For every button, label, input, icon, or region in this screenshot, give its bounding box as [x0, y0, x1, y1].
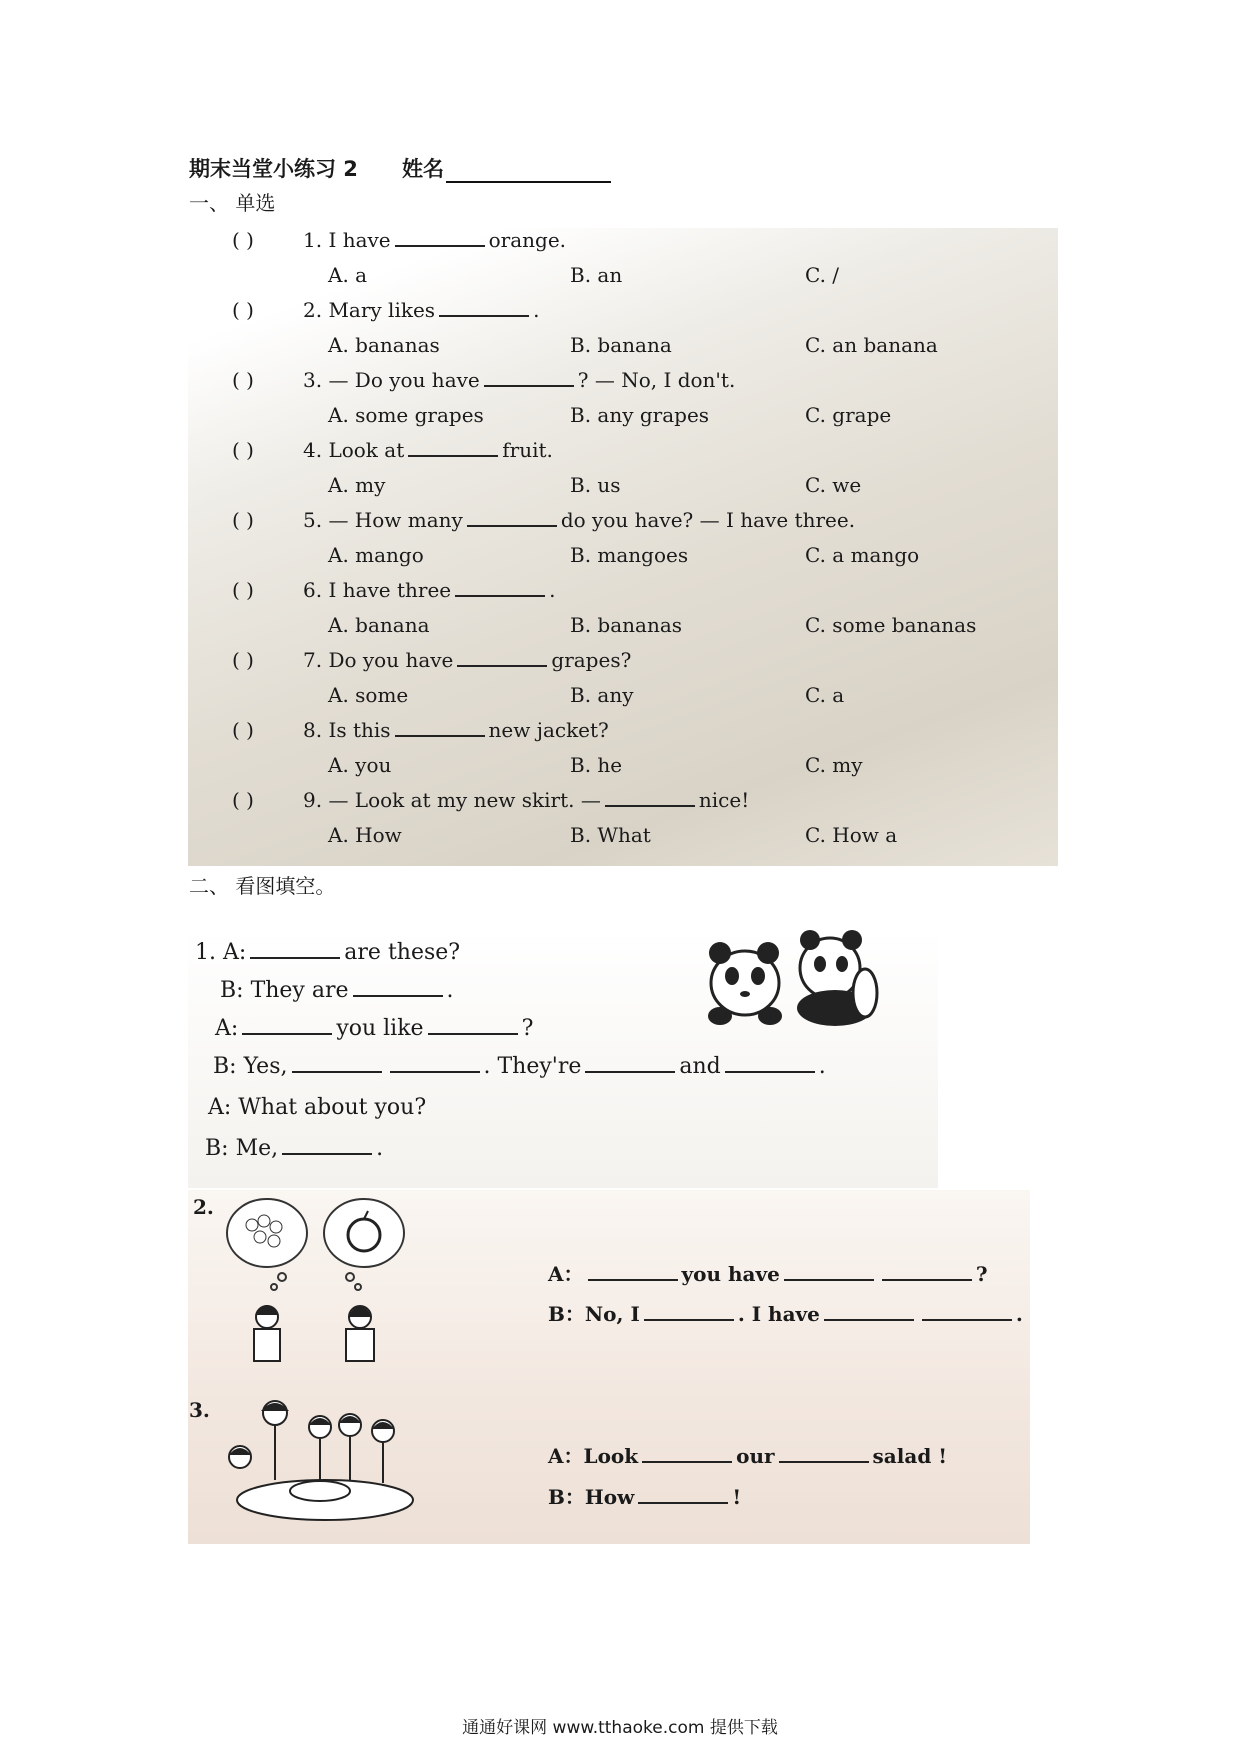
option-c[interactable]: C. How a: [805, 823, 898, 847]
family-salad-icon: [215, 1395, 415, 1525]
option-a[interactable]: A. How: [328, 823, 402, 847]
answer-blank[interactable]: [644, 1303, 734, 1321]
thought-bubbles-icon: [222, 1195, 422, 1365]
question-text: 4. Look at: [303, 438, 405, 462]
answer-paren[interactable]: ( ): [232, 368, 254, 392]
page-title: 期末当堂小练习 2: [189, 157, 358, 181]
answer-blank[interactable]: [605, 789, 695, 807]
option-c[interactable]: C. we: [805, 473, 862, 497]
answer-paren[interactable]: ( ): [232, 788, 254, 812]
answer-blank[interactable]: [455, 579, 545, 597]
answer-blank[interactable]: [467, 509, 557, 527]
ex1-text: B: Yes,: [213, 1054, 288, 1079]
answer-paren[interactable]: ( ): [232, 228, 254, 252]
option-a[interactable]: A. mango: [328, 543, 424, 567]
ex2-line-2: [548, 1298, 1023, 1327]
ex2-text: ?: [975, 1262, 988, 1286]
ex1-line-2: [220, 978, 454, 1003]
option-b[interactable]: B. any grapes: [570, 403, 710, 427]
ex3-text: B：How: [548, 1485, 635, 1509]
option-a[interactable]: A. you: [328, 753, 392, 777]
question-stem: [303, 298, 539, 322]
option-b[interactable]: B. us: [570, 473, 621, 497]
question-text: do you have? — I have three.: [560, 508, 856, 532]
question-stem: [303, 508, 855, 532]
answer-blank[interactable]: [292, 1055, 382, 1073]
ex3-line-1: [548, 1440, 947, 1469]
question-text: new jacket?: [488, 718, 609, 742]
question-text: grapes?: [551, 648, 632, 672]
answer-blank[interactable]: [824, 1303, 914, 1321]
ex1-line-5: [208, 1095, 426, 1120]
option-b[interactable]: B. What: [570, 823, 651, 847]
panda-icon: [700, 928, 880, 1028]
option-b[interactable]: B. any: [570, 683, 634, 707]
ex1-text: B: Me,: [205, 1136, 279, 1161]
answer-blank[interactable]: [779, 1445, 869, 1463]
ex1-text: . They're: [483, 1054, 582, 1079]
option-b[interactable]: B. banana: [570, 333, 672, 357]
ex1-text: A: What about you?: [208, 1095, 427, 1120]
question-text: ? — No, I don't.: [577, 368, 736, 392]
ex3-text: !: [732, 1485, 742, 1509]
name-field: [402, 153, 611, 183]
option-c[interactable]: C. a mango: [805, 543, 920, 567]
answer-blank[interactable]: [725, 1055, 815, 1073]
ex2-text: . I have: [737, 1302, 820, 1326]
ex2-text: .: [1015, 1302, 1023, 1326]
ex2-text: you have: [681, 1262, 780, 1286]
question-stem: [303, 718, 609, 742]
question-text: .: [533, 298, 540, 322]
ex3-number: 3.: [189, 1398, 210, 1422]
ex1-line-1: [195, 940, 460, 965]
ex2-number: 2.: [193, 1195, 214, 1219]
answer-paren[interactable]: ( ): [232, 508, 254, 532]
question-text: 5. — How many: [303, 508, 463, 532]
option-a[interactable]: A. some: [328, 683, 409, 707]
question-text: .: [549, 578, 556, 602]
ex1-text: and: [679, 1054, 721, 1079]
answer-blank[interactable]: [882, 1263, 972, 1281]
answer-blank[interactable]: [428, 1017, 518, 1035]
answer-blank[interactable]: [408, 439, 498, 457]
question-stem: [303, 228, 566, 252]
option-a[interactable]: A. my: [328, 473, 386, 497]
ex1-text: are these?: [344, 940, 461, 965]
option-a[interactable]: A. banana: [328, 613, 430, 637]
answer-blank[interactable]: [638, 1486, 728, 1504]
footer-text: 通通好课网 www.tthaoke.com 提供下载: [462, 1718, 778, 1738]
answer-blank[interactable]: [922, 1303, 1012, 1321]
answer-blank[interactable]: [390, 1055, 480, 1073]
question-text: 1. I have: [303, 228, 391, 252]
section1-heading: 一、 单选: [189, 191, 276, 215]
ex1-line-6: [205, 1136, 383, 1161]
answer-paren[interactable]: ( ): [232, 578, 254, 602]
option-c[interactable]: C. grape: [805, 403, 892, 427]
section2-heading: 二、 看图填空。: [189, 874, 336, 898]
ex1-text: ?: [521, 1016, 534, 1041]
option-a[interactable]: A. some grapes: [328, 403, 484, 427]
ex3-text: our: [736, 1444, 775, 1468]
answer-blank[interactable]: [395, 719, 485, 737]
ex1-speaker: 1. A:: [195, 940, 247, 965]
ex3-line-2: [548, 1481, 741, 1510]
question-text: 8. Is this: [303, 718, 391, 742]
ex2-speaker: A：: [548, 1262, 584, 1286]
answer-blank[interactable]: [395, 229, 485, 247]
question-stem: [303, 368, 735, 392]
option-a[interactable]: A. bananas: [328, 333, 440, 357]
question-text: fruit.: [502, 438, 553, 462]
answer-blank[interactable]: [484, 369, 574, 387]
option-b[interactable]: B. mangoes: [570, 543, 689, 567]
option-c[interactable]: C. some bananas: [805, 613, 977, 637]
option-a[interactable]: A. a: [328, 263, 368, 287]
answer-paren[interactable]: ( ): [232, 718, 254, 742]
answer-blank[interactable]: [353, 979, 443, 997]
question-stem: [303, 648, 631, 672]
option-c[interactable]: C. /: [805, 263, 840, 287]
name-label: 姓名: [402, 157, 444, 181]
ex1-text: .: [818, 1054, 826, 1079]
question-text: 7. Do you have: [303, 648, 454, 672]
ex2-text: B：No, I: [548, 1302, 640, 1326]
question-stem: [303, 788, 749, 812]
answer-blank[interactable]: [784, 1263, 874, 1281]
answer-blank[interactable]: [642, 1445, 732, 1463]
answer-blank[interactable]: [250, 941, 340, 959]
answer-blank[interactable]: [242, 1017, 332, 1035]
option-c[interactable]: C. a: [805, 683, 845, 707]
question-text: 6. I have three: [303, 578, 452, 602]
answer-paren[interactable]: ( ): [232, 648, 254, 672]
ex1-text: you like: [336, 1016, 424, 1041]
question-stem: [303, 438, 553, 462]
question-text: orange.: [488, 228, 567, 252]
question-text: nice!: [698, 788, 750, 812]
name-blank[interactable]: [446, 161, 611, 183]
answer-blank[interactable]: [282, 1137, 372, 1155]
answer-paren[interactable]: ( ): [232, 438, 254, 462]
answer-blank[interactable]: [439, 299, 529, 317]
answer-paren[interactable]: ( ): [232, 298, 254, 322]
question-text: 3. — Do you have: [303, 368, 480, 392]
ex1-text: .: [376, 1136, 384, 1161]
ex3-text: A：Look: [548, 1444, 639, 1468]
ex3-text: salad !: [872, 1444, 948, 1468]
question-text: 2. Mary likes: [303, 298, 436, 322]
option-c[interactable]: C. an banana: [805, 333, 938, 357]
ex2-line-1: [548, 1258, 988, 1287]
option-b[interactable]: B. an: [570, 263, 623, 287]
question-text: 9. — Look at my new skirt. —: [303, 788, 601, 812]
ex1-line-4: [213, 1054, 826, 1079]
option-b[interactable]: B. bananas: [570, 613, 683, 637]
ex1-text: B: They are: [220, 978, 349, 1003]
question-stem: [303, 578, 556, 602]
answer-blank[interactable]: [585, 1055, 675, 1073]
answer-blank[interactable]: [588, 1263, 678, 1281]
option-c[interactable]: C. my: [805, 753, 863, 777]
ex1-line-3: [215, 1016, 533, 1041]
option-b[interactable]: B. he: [570, 753, 623, 777]
ex1-speaker: A:: [215, 1016, 239, 1041]
answer-blank[interactable]: [457, 649, 547, 667]
ex1-text: .: [446, 978, 454, 1003]
